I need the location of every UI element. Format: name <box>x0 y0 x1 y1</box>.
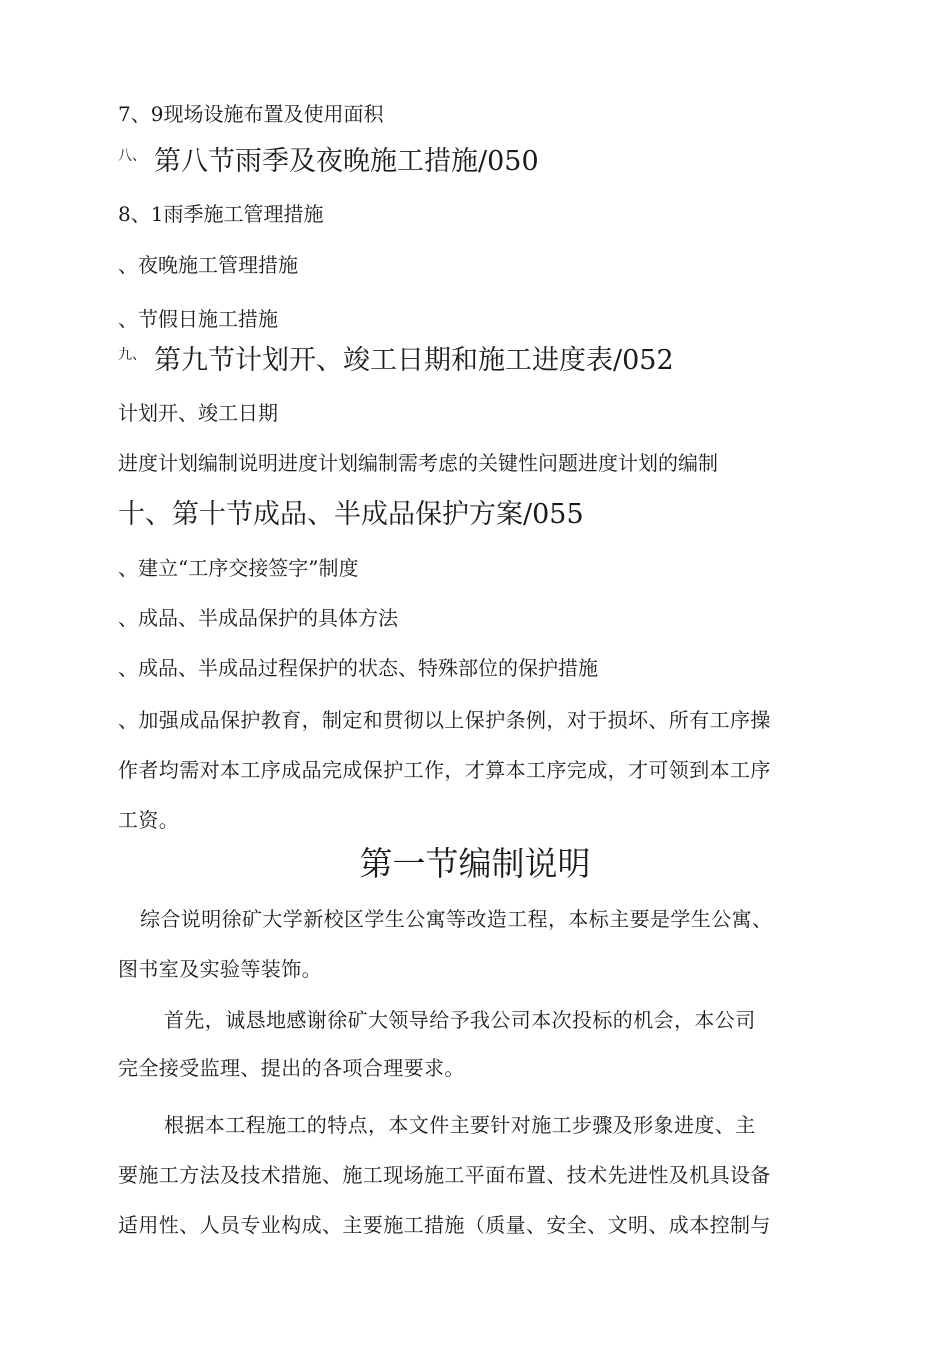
toc-item-8-3: 、节假日施工措施 <box>118 307 278 331</box>
toc-item-10-3: 、成品、半成品过程保护的状态、特殊部位的保护措施 <box>118 656 598 680</box>
toc-item-9-2: 进度计划编制说明进度计划编制需考虑的关键性问题进度计划的编制 <box>118 451 718 475</box>
toc-item-8-2: 、夜晚施工管理措施 <box>118 253 298 277</box>
toc-item-7-9: 7、9现场设施布置及使用面积 <box>118 102 384 126</box>
toc-section-9 <box>118 345 674 381</box>
section-1-title: 第一节编制说明 <box>359 844 591 883</box>
toc-item-10-1: 、建立“工序交接签字”制度 <box>118 556 359 580</box>
toc-item-10-2: 、成品、半成品保护的具体方法 <box>118 606 398 630</box>
toc-section-10: 十、第十节成品、半成品保护方案/055 <box>118 499 584 530</box>
paragraph-line: 综合说明徐矿大学新校区学生公寓等改造工程，本标主要是学生公寓、 <box>140 907 773 931</box>
toc-item-9-1: 计划开、竣工日期 <box>118 401 278 425</box>
toc-section-8 <box>118 146 539 182</box>
paragraph-line: 首先，诚恳地感谢徐矿大领导给予我公司本次投标的机会，本公司 <box>164 1008 756 1032</box>
section-9-title: 第九节计划开、竣工日期和施工进度表/052 <box>154 345 674 376</box>
paragraph-line: 根据本工程施工的特点，本文件主要针对施工步骤及形象进度、主 <box>164 1113 756 1137</box>
paragraph-line: 图书室及实验等装饰。 <box>118 957 322 981</box>
toc-item-10-4-line: 、加强成品保护教育，制定和贯彻以上保护条例，对于损坏、所有工序操 <box>118 708 771 732</box>
paragraph-line: 完全接受监理、提出的各项合理要求。 <box>118 1056 465 1080</box>
section-8-prefix: 八、 <box>118 148 146 164</box>
toc-item-8-1: 8、1雨季施工管理措施 <box>118 202 324 226</box>
toc-item-10-4-line: 工资。 <box>118 808 180 832</box>
paragraph-line: 要施工方法及技术措施、施工现场施工平面布置、技术先进性及机具设备 <box>118 1163 771 1187</box>
section-8-title: 第八节雨季及夜晚施工措施/050 <box>154 146 539 177</box>
paragraph-line: 适用性、人员专业构成、主要施工措施（质量、安全、文明、成本控制与 <box>118 1213 771 1237</box>
section-9-prefix: 九、 <box>118 347 146 363</box>
toc-item-10-4-line: 作者均需对本工序成品完成保护工作，才算本工序完成，才可领到本工序 <box>118 758 771 782</box>
